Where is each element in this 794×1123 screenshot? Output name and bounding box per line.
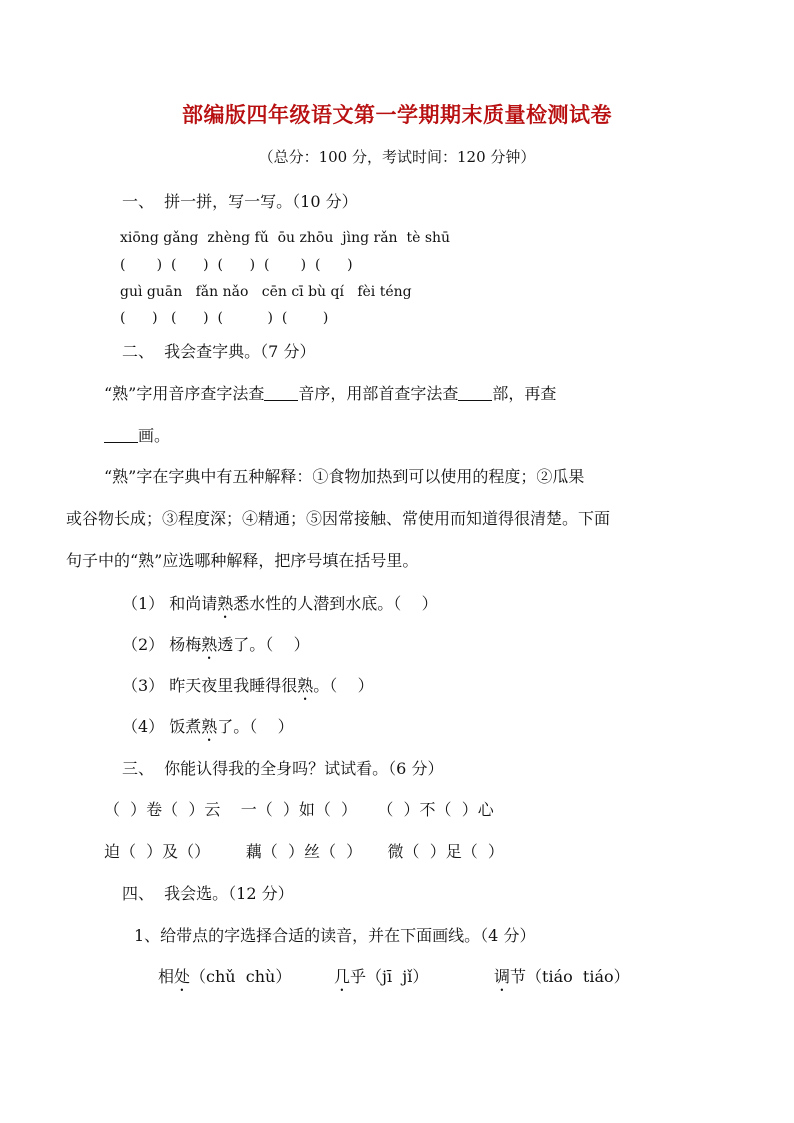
text-segment: （1） 和尚请	[122, 594, 218, 613]
dotted-char: 熟	[217, 594, 234, 613]
sub-question-3	[122, 676, 374, 704]
pronunciation-choice-1	[158, 967, 291, 995]
answer-parens-row-2: ( ) ( ) ( ) ( )	[120, 310, 329, 326]
text-segment: 乎（jī jǐ）	[350, 967, 429, 986]
fill-blank-1[interactable]	[264, 386, 298, 401]
text-segment: （4） 饭煮	[122, 717, 202, 736]
section-2-heading: 二、 我会查字典。（7 分）	[122, 342, 316, 361]
dotted-char: 熟	[201, 635, 218, 654]
idiom-row-2: 迫（ ）及（） 藕（ ）丝（ ） 微（ ）足（ ）	[104, 842, 504, 861]
definition-paragraph-line-2: 或谷物长成；③程度深；④精通；⑤因常接触、常使用而知道得很清楚。下面	[66, 509, 611, 528]
text-segment: 相	[158, 967, 175, 986]
section-1-heading: 一、 拼一拼，写一写。（10 分）	[122, 192, 358, 211]
text-segment: 画。	[138, 426, 171, 445]
text-segment: 音序，用部首查字法查	[298, 384, 459, 403]
pronunciation-choice-2	[334, 967, 428, 995]
text-segment: 。（ ）	[313, 676, 374, 695]
section-4-heading: 四、 我会选。（12 分）	[122, 884, 294, 903]
sub-question-1	[122, 594, 438, 622]
pinyin-row-1: xiōng gǎng zhèng fǔ ōu zhōu jìng rǎn tè shū	[120, 230, 451, 246]
pronunciation-choice-3	[494, 967, 630, 995]
dotted-char: 调	[494, 967, 511, 986]
dictionary-question-line-1	[104, 386, 556, 402]
sub-question-4	[122, 717, 294, 745]
dotted-char: 几	[334, 967, 351, 986]
fill-blank-2[interactable]	[458, 386, 492, 401]
exam-subtitle: （总分：100 分，考试时间：120 分钟）	[258, 148, 536, 166]
text-segment: （2） 杨梅	[122, 635, 202, 654]
section-3-heading: 三、 你能认得我的全身吗？试试看。（6 分）	[122, 759, 444, 778]
dotted-char: 熟	[201, 717, 218, 736]
fill-blank-3[interactable]	[104, 428, 138, 443]
definition-paragraph-line-3: 句子中的“熟”应选哪种解释，把序号填在括号里。	[66, 551, 419, 570]
text-segment: 悉水性的人潜到水底。（ ）	[233, 594, 438, 613]
dotted-char: 熟	[297, 676, 314, 695]
text-segment: 了。（ ）	[217, 717, 294, 736]
text-segment: 透了。（ ）	[217, 635, 310, 654]
exam-title: 部编版四年级语文第一学期期末质量检测试卷	[182, 102, 612, 127]
text-segment: “熟”字用音序查字法查	[104, 384, 265, 403]
idiom-row-1: （ ）卷（ ）云 一（ ）如（ ） （ ）不（ ）心	[104, 800, 494, 819]
text-segment: （3） 昨天夜里我睡得很	[122, 676, 298, 695]
dotted-char: 处	[174, 967, 191, 986]
text-segment: 部，再查	[492, 384, 557, 403]
text-segment: 节（tiáo tiáo）	[510, 967, 630, 986]
definition-paragraph-line-1: “熟”字在字典中有五种解释：①食物加热到可以使用的程度；②瓜果	[104, 467, 585, 486]
section-4-subquestion-1: 1、给带点的字选择合适的读音，并在下面画线。（4 分）	[134, 926, 536, 945]
answer-parens-row-1: ( ) ( ) ( ) ( ) ( )	[120, 257, 353, 273]
dictionary-question-line-2	[104, 428, 170, 444]
sub-question-2	[122, 635, 310, 663]
pinyin-row-2: guì guān fǎn nǎo cēn cī bù qí fèi téng	[120, 284, 412, 300]
text-segment: （chǔ chù）	[190, 967, 292, 986]
